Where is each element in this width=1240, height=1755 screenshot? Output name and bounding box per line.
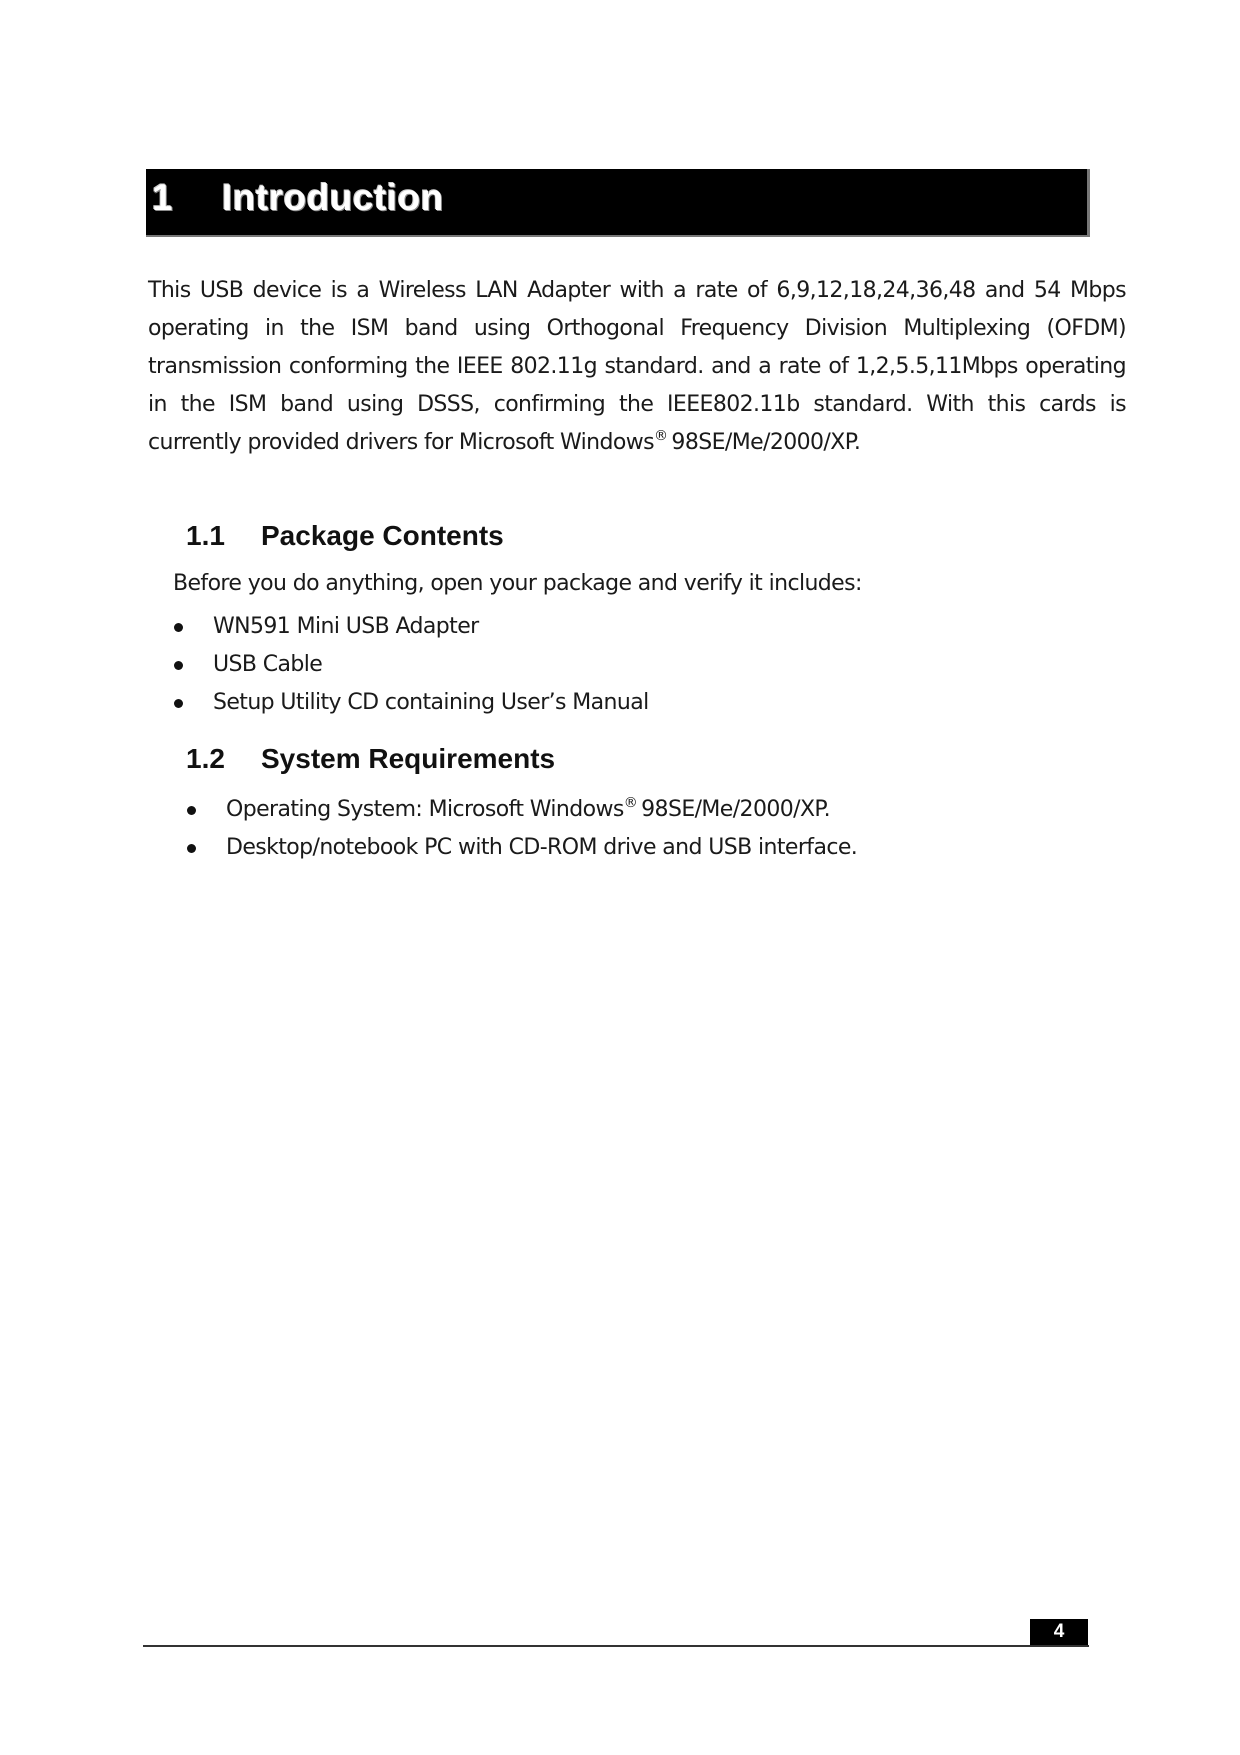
registered-mark: ® [623,795,638,811]
section-number: 1.1 [186,520,225,551]
bullet-icon [174,623,183,632]
system-requirements-list [186,791,857,867]
list-item-text: WN591 Mini USB Adapter [213,614,479,639]
list-item [186,791,857,829]
list-item-text: Setup Utility CD containing User’s Manual [213,690,649,715]
bullet-icon [174,661,183,670]
bullet-icon [187,844,196,853]
intro-text: This USB device is a Wireless LAN Adapter with a rate of 6,9,12,18,24,36,48 and 54 Mbps operating in the ISM band using Orthogonal Frequency Division Multiplexing (OFDM) transmission conforming the IEEE 802.11g standard. and a rate of 1,2,5.5,11Mbps operating in the ISM band using DSSS, confirming the IEEE802.11b standard. With this cards is currently provided drivers for Microsoft Windows [148,278,1126,455]
section-heading-system-requirements [186,743,555,775]
list-item-text: Desktop/notebook PC with CD-ROM drive and USB interface. [226,835,858,860]
list-item-text-tail: 98SE/Me/2000/XP. [641,797,831,822]
package-contents-list [173,608,649,722]
section-title: System Requirements [261,743,556,774]
chapter-heading-banner [146,169,1090,237]
section-title: Package Contents [261,520,504,551]
section-number: 1.2 [186,743,225,774]
package-lead-text: Before you do anything, open your package and verify it includes: [173,571,862,596]
page-number: 4 [1030,1619,1088,1645]
list-item [173,646,649,684]
chapter-title: Introduction [222,177,444,218]
list-item-text: Operating System: Microsoft Windows [226,797,624,822]
list-item [173,608,649,646]
list-item [186,829,857,867]
section-heading-package-contents [186,520,504,552]
registered-mark: ® [654,428,668,444]
intro-paragraph [148,272,1126,462]
list-item-text: USB Cable [213,652,323,677]
footer-divider [143,1645,1089,1647]
bullet-icon [174,699,183,708]
chapter-number: 1 [152,177,174,218]
list-item [173,684,649,722]
bullet-icon [187,806,196,815]
intro-text-tail: 98SE/Me/2000/XP. [671,430,861,455]
